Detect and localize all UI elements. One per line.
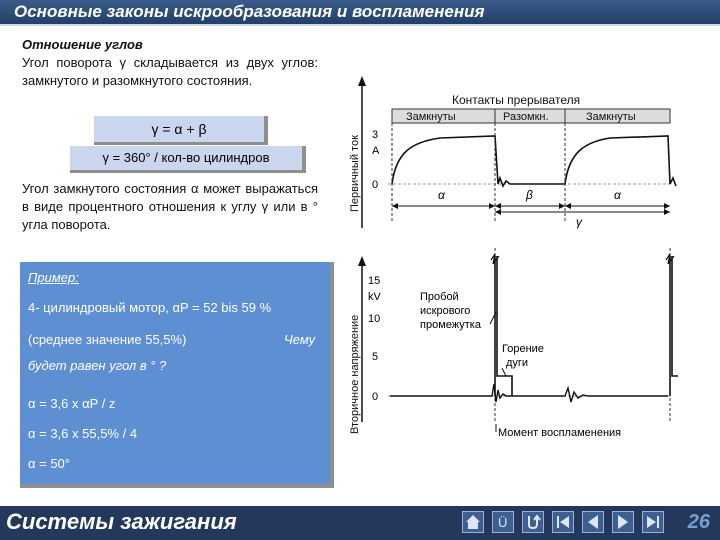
primary-axis-label: Первичный ток <box>349 135 361 212</box>
state-closed-2: Замкнуты <box>586 111 636 123</box>
annot-ignition: Момент воспламенения <box>498 427 622 439</box>
annot-breakdown-1: Пробой <box>420 291 459 303</box>
previous-page-icon[interactable] <box>582 511 604 533</box>
formula-gamma: γ = 360° / кол-во цилиндров <box>70 146 306 173</box>
secondary-tick-10: 10 <box>368 313 381 325</box>
secondary-axis-label: Вторичное напряжение <box>349 314 361 434</box>
primary-tick-3: 3 <box>372 129 379 141</box>
example-line-average: (среднее значение 55,5%) <box>28 332 187 347</box>
section-heading: Отношение углов <box>22 37 143 52</box>
annot-arc-1: Горение <box>502 343 544 355</box>
example-line-motor: 4- цилиндровый мотор, αP = 52 bis 59 % <box>28 300 272 315</box>
annot-arc-2: дуги <box>506 357 529 369</box>
angle-alpha-1: α <box>438 188 445 202</box>
ignition-waveform-diagram <box>340 72 680 442</box>
secondary-tick-5: 5 <box>372 351 379 363</box>
annot-breakdown-2: искрового <box>420 305 471 317</box>
example-label: Пример: <box>28 270 79 285</box>
angle-beta: β <box>526 188 533 202</box>
next-page-icon[interactable] <box>612 511 634 533</box>
state-closed-1: Замкнуты <box>406 111 456 123</box>
spark-spike-2 <box>670 256 678 396</box>
angle-alpha-2: α <box>614 188 621 202</box>
example-formula-1: α = 3,6 x αP / z <box>28 396 116 411</box>
primary-tick-unit: A <box>372 145 380 157</box>
first-page-icon[interactable] <box>552 511 574 533</box>
secondary-tick-15: 15 <box>368 275 381 287</box>
contacts-title: Контакты прерывателя <box>452 93 581 107</box>
example-formula-3: α = 50° <box>28 456 70 471</box>
return-icon[interactable] <box>522 511 544 533</box>
title-bar <box>0 0 720 26</box>
example-line-question-start: Чему <box>284 332 316 347</box>
secondary-tick-0: 0 <box>372 391 379 403</box>
index-icon[interactable] <box>492 511 514 533</box>
page-number: 26 <box>687 511 710 533</box>
example-line-question: будет равен угол в ° ? <box>28 358 167 373</box>
home-icon[interactable] <box>462 511 484 533</box>
paragraph-angle-sum: Угол поворота γ складывается из двух углов: замкнутого и разомкнутого состояния. <box>22 55 318 88</box>
state-open: Разомкн. <box>503 111 549 123</box>
primary-tick-0: 0 <box>372 179 379 191</box>
formula-angle-sum: γ = α + β <box>94 116 268 145</box>
example-formula-2: α = 3,6 x 55,5% / 4 <box>28 426 138 441</box>
paragraph-dwell-angle: Угол замкнутого состояния α может выражаться в виде процентного отношения к углу γ или в ° угла поворота. <box>22 181 318 232</box>
secondary-tick-unit: kV <box>368 291 381 303</box>
annot-breakdown-3: промежутка <box>420 319 481 331</box>
secondary-voltage-curve <box>390 384 668 402</box>
example-box <box>20 262 334 488</box>
footer-title: Системы зажигания <box>6 509 237 534</box>
slide-title: Основные законы искрообразования и воспламенения <box>14 2 485 21</box>
angle-gamma: γ <box>576 215 582 229</box>
spark-spike-1 <box>495 256 512 396</box>
primary-current-curve <box>392 136 676 186</box>
last-page-icon[interactable] <box>642 511 664 533</box>
svg-text:Ü: Ü <box>498 515 508 530</box>
